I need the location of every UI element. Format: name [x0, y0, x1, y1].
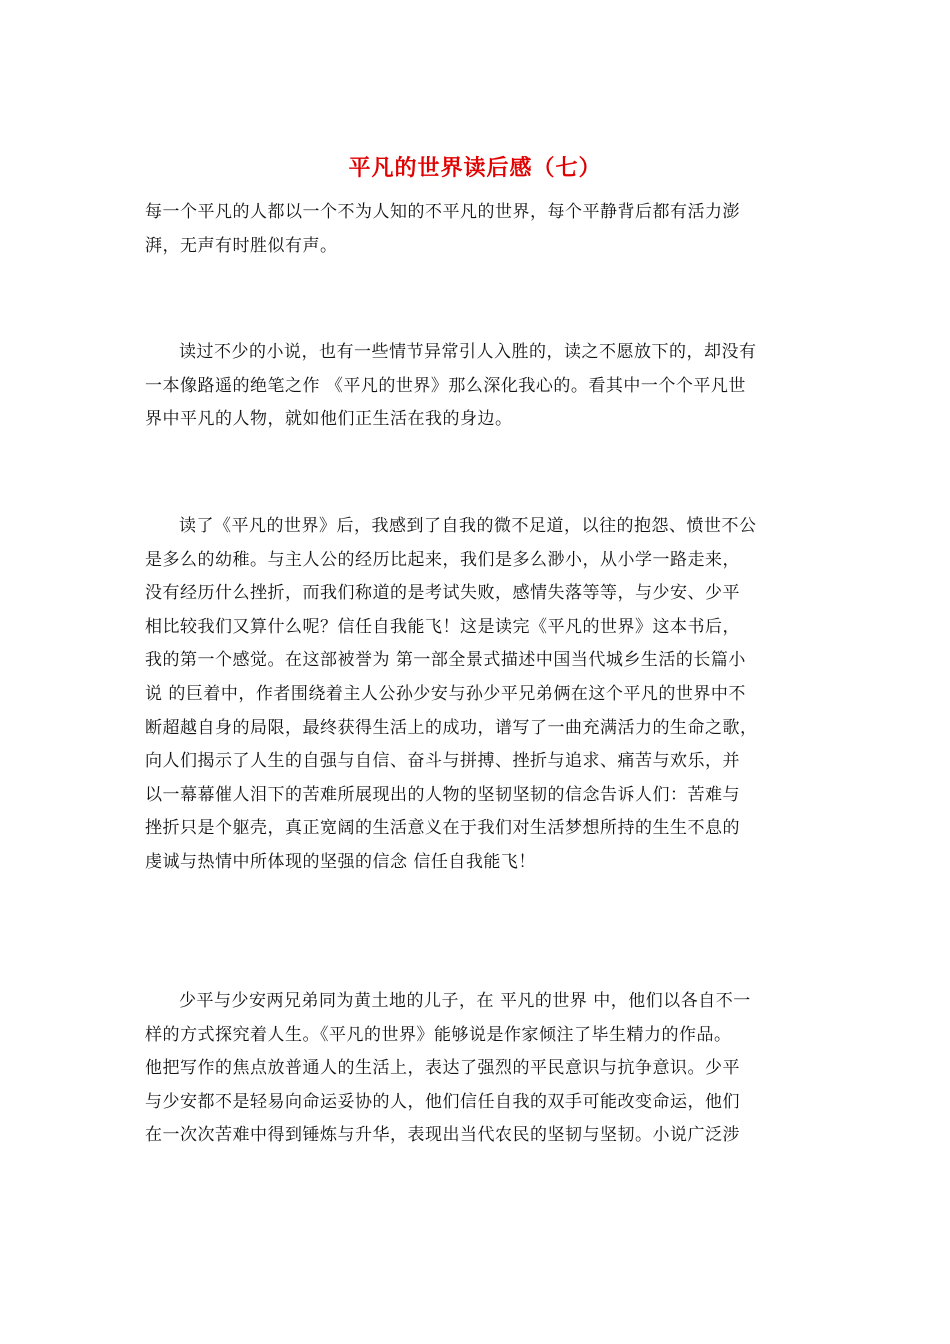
- paragraph-line: 与少安都不是轻易向命运妥协的人，他们信任自我的双手可能改变命运，他们: [145, 1091, 740, 1112]
- paragraph-1: [145, 196, 805, 263]
- paragraph-line: 少平与少安两兄弟同为黄土地的儿子，在 平凡的世界 中，他们以各自不一: [179, 991, 751, 1011]
- document-title: 平凡的世界读后感（七）: [348, 155, 602, 181]
- paragraph-line: 读过不少的小说，也有一些情节异常引人入胜的，读之不愿放下的，却没有: [179, 342, 757, 362]
- paragraph-line: 以一幕幕催人泪下的苦难所展现出的人物的坚韧坚韧的信念告诉人们：苦难与: [145, 784, 740, 805]
- paragraph-line: 说 的巨着中，作者围绕着主人公孙少安与孙少平兄弟俩在这个平凡的世界中不: [145, 683, 746, 704]
- paragraph-line: 读了《平凡的世界》后，我感到了自我的微不足道，以往的抱怨、愤世不公: [179, 516, 757, 536]
- paragraph-line: 湃，无声有时胜似有声。: [145, 235, 338, 256]
- paragraph-line: 每一个平凡的人都以一个不为人知的不平凡的世界，每个平静背后都有活力澎: [145, 202, 740, 222]
- paragraph-line: 虔诚与热情中所体现的坚强的信念 信任自我能飞！: [145, 851, 536, 872]
- paragraph-line: 挫折只是个躯壳，真正宽阔的生活意义在于我们对生活梦想所持的生生不息的: [145, 818, 740, 839]
- paragraph-line: 样的方式探究着人生。《平凡的世界》能够说是作家倾注了毕生精力的作品。: [145, 1024, 732, 1045]
- paragraph-line: 是多么的幼稚。与主人公的经历比起来，我们是多么渺小，从小学一路走来，: [145, 549, 740, 570]
- paragraph-3: [145, 510, 805, 880]
- paragraph-line: 我的第一个感觉。在这部被誉为 第一部全景式描述中国当代城乡生活的长篇小: [145, 650, 746, 671]
- paragraph-line: 断超越自身的局限，最终获得生活上的成功，谱写了一曲充满活力的生命之歌，: [145, 717, 758, 738]
- paragraph-line: 相比较我们又算什么呢？信任自我能飞！这是读完《平凡的世界》这本书后，: [145, 616, 740, 637]
- paragraph-line: 在一次次苦难中得到锤炼与升华，表现出当代农民的坚韧与坚韧。小说广泛涉: [145, 1125, 740, 1146]
- paragraph-line: 向人们揭示了人生的自强与自信、奋斗与拼搏、挫折与追求、痛苦与欢乐，并: [145, 751, 740, 772]
- paragraph-line: 一本像路遥的绝笔之作 《平凡的世界》那么深化我心的。看其中一个个平凡世: [145, 375, 746, 396]
- paragraph-line: 界中平凡的人物，就如他们正生活在我的身边。: [145, 409, 513, 430]
- paragraph-4: [145, 985, 805, 1153]
- paragraph-line: 没有经历什么挫折，而我们称道的是考试失败，感情失落等等，与少安、少平: [145, 583, 740, 604]
- paragraph-line: 他把写作的焦点放普通人的生活上，表达了强烈的平民意识与抗争意识。少平: [145, 1058, 740, 1079]
- paragraph-2: [145, 336, 805, 437]
